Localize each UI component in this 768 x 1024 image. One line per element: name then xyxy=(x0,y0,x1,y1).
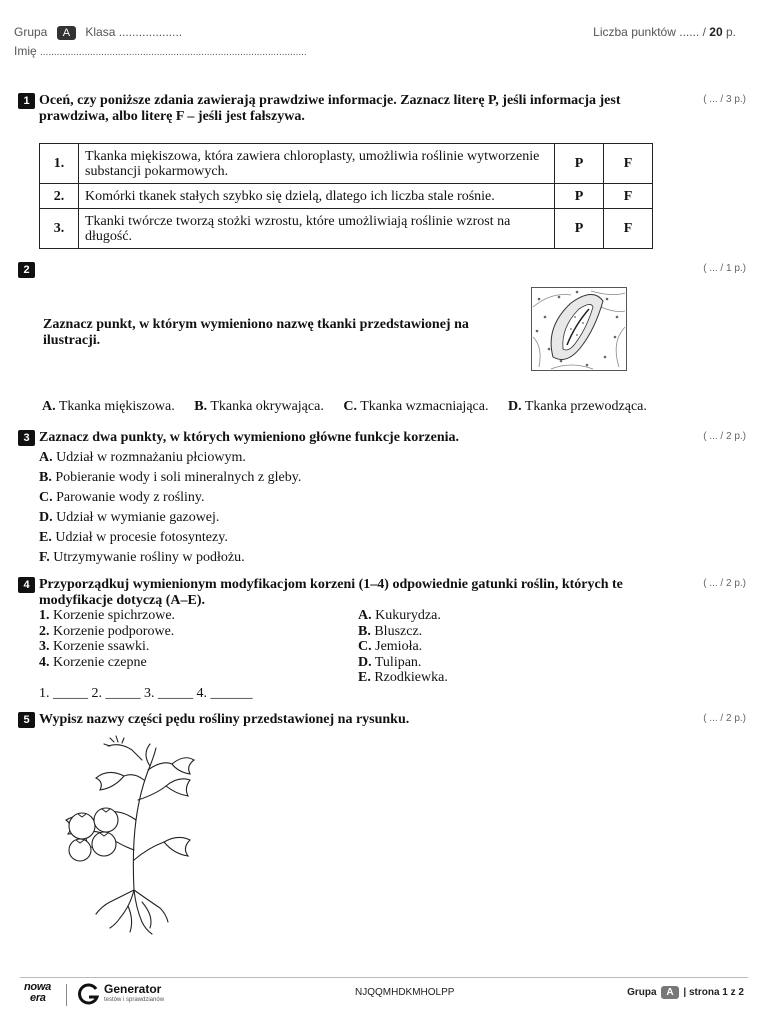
footer-divider xyxy=(20,977,748,978)
question-4-points: ( ... / 2 p.) xyxy=(703,578,746,589)
list-item: 2. Korzenie podporowe. xyxy=(39,623,175,639)
points-sep: / xyxy=(702,25,706,39)
row-number: 1. xyxy=(40,144,79,184)
question-3-number: 3 xyxy=(18,430,35,446)
question-4-text: Przyporządkuj wymienionym modyfikacjom korzeni (1–4) odpowiednie gatunki roślin, których te modyfikacje dotyczą (A–E). xyxy=(39,577,623,608)
option-f[interactable]: F xyxy=(604,209,653,249)
header-name-row xyxy=(14,44,307,58)
question-3-text: Zaznacz dwa punkty, w których wymieniono główne funkcje korzenia. xyxy=(39,430,460,445)
list-item: C. Jemioła. xyxy=(358,639,423,654)
true-false-table xyxy=(39,143,653,249)
list-item: E. Rzodkiewka. xyxy=(358,670,448,685)
stoma-illustration xyxy=(531,287,627,371)
group-badge: A xyxy=(57,26,76,40)
class-field[interactable]: ................... xyxy=(118,25,183,39)
name-label: Imię xyxy=(14,44,37,58)
question-2-points: ( ... / 1 p.) xyxy=(703,263,746,274)
option-b[interactable]: B. Tkanka okrywająca. xyxy=(194,399,324,414)
option-p[interactable]: P xyxy=(555,209,604,249)
option-f[interactable]: F xyxy=(604,144,653,184)
table-row xyxy=(40,144,653,184)
name-field[interactable]: ................................................................................................ xyxy=(40,47,307,58)
question-5-text: Wypisz nazwy części pędu rośliny przedstawionej na rysunku. xyxy=(39,712,410,727)
tomato-plant-illustration xyxy=(38,730,200,936)
statement-text: Komórki tkanek stałych szybko się dzielą, dlatego ich liczba stale rośnie. xyxy=(79,184,555,209)
statement-text: Tkanka miękiszowa, która zawiera chloroplasty, umożliwia roślinie wytworzenie substancji pokarmowych. xyxy=(79,144,555,184)
list-item: B. Bluszcz. xyxy=(358,623,423,639)
list-item: 4. Korzenie czepne xyxy=(39,654,147,670)
list-item: D. Tulipan. xyxy=(358,654,422,670)
footer-page-info xyxy=(627,986,744,999)
option-f[interactable]: F. Utrzymywanie rośliny w podłożu. xyxy=(39,550,245,565)
header-group-row xyxy=(14,25,182,40)
question-4-left-list xyxy=(39,608,175,670)
class-label: Klasa xyxy=(85,25,116,39)
option-b[interactable]: B. Pobieranie wody i soli mineralnych z gleby. xyxy=(39,470,302,485)
option-a[interactable]: A. Udział w rozmnażaniu płciowym. xyxy=(39,450,246,465)
question-4-answer-line[interactable]: 1. _____ 2. _____ 3. _____ 4. ______ xyxy=(39,686,253,701)
header-points xyxy=(593,25,736,39)
option-c[interactable]: C. Tkanka wzmacniająca. xyxy=(343,399,489,414)
option-a[interactable]: A. Tkanka miękiszowa. xyxy=(42,399,175,414)
table-row xyxy=(40,184,653,209)
generator-logo-icon xyxy=(76,983,100,1007)
option-f[interactable]: F xyxy=(604,184,653,209)
table-row xyxy=(40,209,653,249)
option-d[interactable]: D. Udział w wymianie gazowej. xyxy=(39,510,220,525)
question-5-number: 5 xyxy=(18,712,35,728)
points-unit: p. xyxy=(725,25,736,39)
row-number: 3. xyxy=(40,209,79,249)
option-d[interactable]: D. Tkanka przewodząca. xyxy=(507,399,647,414)
list-item: 1. Korzenie spichrzowe. xyxy=(39,608,176,623)
question-4-right-list xyxy=(358,608,448,686)
option-p[interactable]: P xyxy=(555,184,604,209)
question-2-number: 2 xyxy=(18,262,35,278)
points-total: 20 xyxy=(709,25,723,39)
option-p[interactable]: P xyxy=(555,144,604,184)
option-c[interactable]: C. Parowanie wody z rośliny. xyxy=(39,490,205,505)
question-1-text: Oceń, czy poniższe zdania zawierają prawdziwe informacje. Zaznacz literę P, jeśli informacja jest prawdziwa, albo literę F – jeśli jest fałszywa. xyxy=(39,93,621,124)
option-e[interactable]: E. Udział w procesie fotosyntezy. xyxy=(39,530,228,545)
generator-logo: Generator testów i sprawdzianów xyxy=(104,982,165,1003)
question-1-number: 1 xyxy=(18,93,35,109)
group-label: Grupa xyxy=(14,25,48,39)
question-5-points: ( ... / 2 p.) xyxy=(703,713,746,724)
nowa-era-logo: nowa era xyxy=(24,981,51,1004)
question-2-text: Zaznacz punkt, w którym wymieniono nazwę tkanki przedstawionej na ilustracji. xyxy=(43,317,469,348)
row-number: 2. xyxy=(40,184,79,209)
question-3-points: ( ... / 2 p.) xyxy=(703,431,746,442)
question-4-number: 4 xyxy=(18,577,35,593)
question-2-options xyxy=(42,397,647,417)
footer-group-badge: A xyxy=(661,986,678,999)
points-field[interactable]: ...... xyxy=(679,25,700,39)
list-item: A. Kukurydza. xyxy=(358,608,441,623)
logo-divider xyxy=(66,984,67,1006)
document-code: NJQQMHDKMHOLPP xyxy=(355,987,455,998)
footer-group-label: Grupa xyxy=(627,987,657,998)
list-item: 3. Korzenie ssawki. xyxy=(39,639,150,654)
page-number: | strona 1 z 2 xyxy=(683,987,744,998)
points-label: Liczba punktów xyxy=(593,25,676,39)
question-1-points: ( ... / 3 p.) xyxy=(703,94,746,105)
statement-text: Tkanki twórcze tworzą stożki wzrostu, które umożliwiają roślinie wzrost na długość. xyxy=(79,209,555,249)
question-3-options xyxy=(39,448,301,568)
